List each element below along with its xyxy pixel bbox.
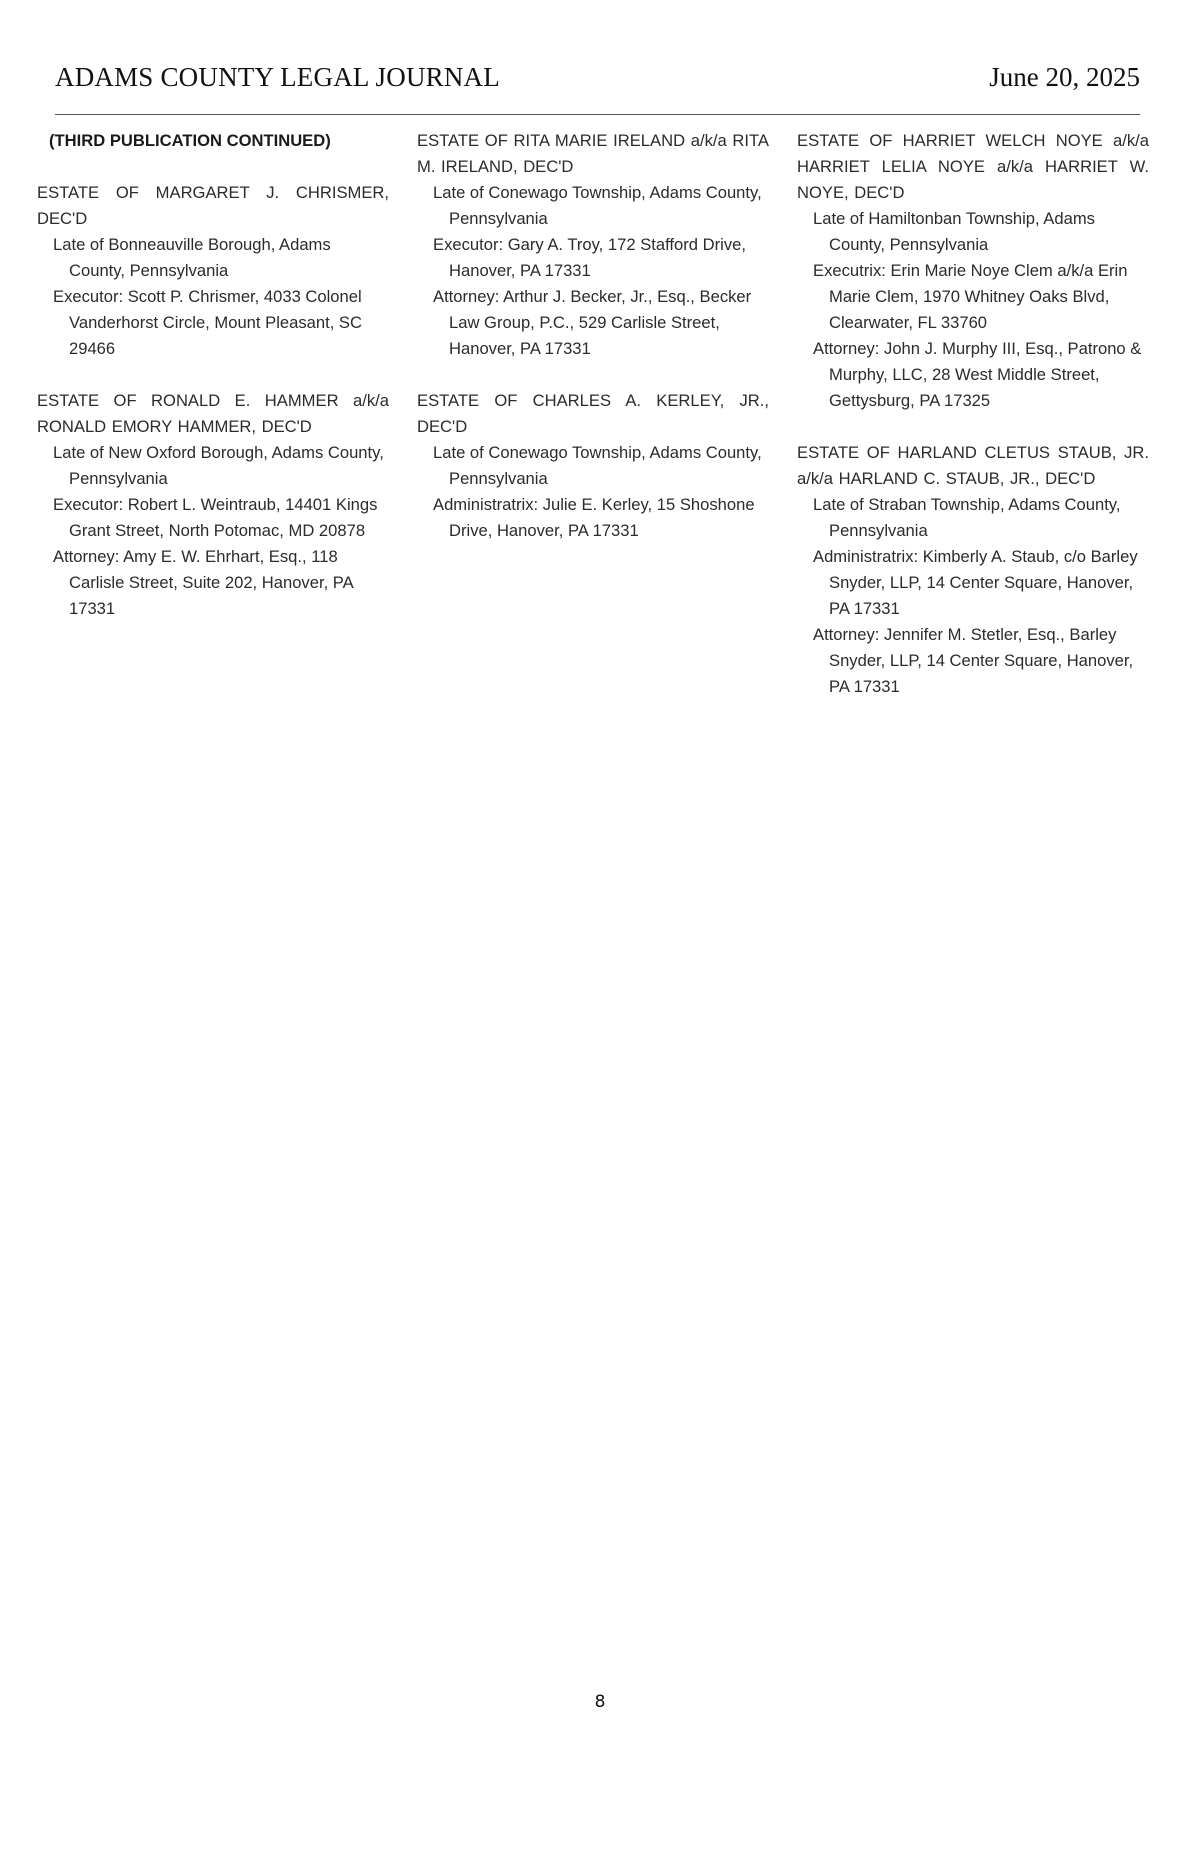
column-1 — [37, 128, 389, 648]
attorney-entry: Attorney: Jennifer M. Stetler, Esq., Barley Snyder, LLP, 14 Center Square, Hanover, PA 17331 — [813, 625, 1134, 696]
estate-notice — [417, 388, 769, 544]
administratrix-entry: Administratrix: Kimberly A. Staub, c/o Barley Snyder, LLP, 14 Center Square, Hanover, PA 17331 — [813, 547, 1138, 618]
executrix-entry: Executrix: Erin Marie Noye Clem a/k/a Erin Marie Clem, 1970 Whitney Oaks Blvd, Clearwater, FL 33760 — [813, 261, 1128, 332]
residence-entry: Late of Straban Township, Adams County, Pennsylvania — [813, 495, 1121, 540]
estate-notice — [37, 388, 389, 622]
estate-notice — [37, 180, 389, 362]
executor-entry: Executor: Gary A. Troy, 172 Stafford Drive, Hanover, PA 17331 — [433, 235, 746, 280]
publication-date: June 20, 2025 — [989, 62, 1140, 92]
executor-entry: Executor: Robert L. Weintraub, 14401 Kings Grant Street, North Potomac, MD 20878 — [53, 495, 378, 540]
estate-name: ESTATE OF HARRIET WELCH NOYE a/k/a HARRIET LELIA NOYE a/k/a HARRIET W. NOYE, DEC'D — [797, 131, 1149, 202]
estate-name: ESTATE OF MARGARET J. CHRISMER, DEC'D — [37, 183, 389, 228]
estate-notice — [797, 440, 1149, 700]
column-2 — [417, 128, 769, 570]
residence-entry: Late of New Oxford Borough, Adams County, Pennsylvania — [53, 443, 384, 488]
estate-notice — [797, 128, 1149, 414]
estate-name: ESTATE OF HARLAND CLETUS STAUB, JR. a/k/a HARLAND C. STAUB, JR., DEC'D — [797, 443, 1149, 488]
page-number: 8 — [594, 1692, 606, 1712]
estate-name: ESTATE OF RITA MARIE IRELAND a/k/a RITA M. IRELAND, DEC'D — [417, 131, 769, 176]
attorney-entry: Attorney: Amy E. W. Ehrhart, Esq., 118 Carlisle Street, Suite 202, Hanover, PA 17331 — [53, 547, 353, 618]
column-3 — [797, 128, 1149, 726]
attorney-entry: Attorney: John J. Murphy III, Esq., Patrono & Murphy, LLC, 28 West Middle Street, Gettysburg, PA 17325 — [813, 339, 1142, 410]
administratrix-entry: Administratrix: Julie E. Kerley, 15 Shoshone Drive, Hanover, PA 17331 — [433, 495, 755, 540]
page-header — [55, 62, 1140, 115]
estate-name: ESTATE OF CHARLES A. KERLEY, JR., DEC'D — [417, 391, 769, 436]
estate-notice — [417, 128, 769, 362]
residence-entry: Late of Hamiltonban Township, Adams County, Pennsylvania — [813, 209, 1095, 254]
residence-entry: Late of Conewago Township, Adams County, Pennsylvania — [433, 183, 762, 228]
section-heading: (THIRD PUBLICATION CONTINUED) — [49, 131, 331, 150]
executor-entry: Executor: Scott P. Chrismer, 4033 Colonel Vanderhorst Circle, Mount Pleasant, SC 29466 — [53, 287, 362, 358]
journal-title: ADAMS COUNTY LEGAL JOURNAL — [55, 62, 500, 92]
residence-entry: Late of Conewago Township, Adams County, Pennsylvania — [433, 443, 762, 488]
estate-name: ESTATE OF RONALD E. HAMMER a/k/a RONALD EMORY HAMMER, DEC'D — [37, 391, 389, 436]
residence-entry: Late of Bonneauville Borough, Adams County, Pennsylvania — [53, 235, 331, 280]
attorney-entry: Attorney: Arthur J. Becker, Jr., Esq., Becker Law Group, P.C., 529 Carlisle Street, Hanover, PA 17331 — [433, 287, 752, 358]
